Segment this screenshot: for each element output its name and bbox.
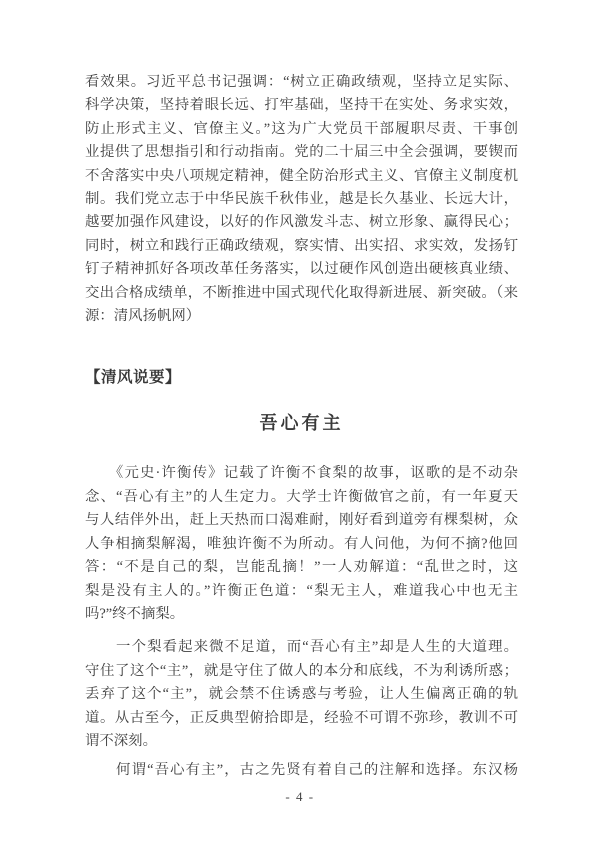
text-line: 道。从古至今，正反典型俯拾即是，经验不可谓不弥珍，教训不可 — [85, 709, 518, 726]
text-line: 吗?”终不摘梨。 — [85, 605, 185, 622]
text-line: 何谓“吾心有主”，古之先贤有着自己的注解和选择。东汉杨 — [85, 762, 518, 779]
text-line: 丢弃了这个“主”，就会禁不住诱惑与考验，让人生偏离正确的轨 — [85, 686, 518, 703]
paragraph-hewei — [85, 759, 518, 782]
text-line: 业提供了思想指引和行动指南。党的二十届三中全会强调，要锲而 — [85, 144, 518, 161]
text-line: 与人结伴外出，赶上天热而口渴难耐，刚好看到道旁有棵梨树，众 — [85, 512, 518, 529]
text-line: 科学决策，坚持着眼长远、打牢基础，坚持干在实处、务求实效， — [85, 97, 518, 114]
text-line: 《元史·许衡传》记载了许衡不食梨的故事，讴歌的是不动杂 — [85, 465, 518, 482]
section-heading: 【清风说要】 — [85, 369, 182, 387]
text-line: 同时，树立和践行正确政绩观，察实情、出实招、求实效，发扬钉 — [85, 237, 518, 254]
text-line: 念、“吾心有主”的人生定力。大学士许衡做官之前，有一年夏天 — [85, 488, 518, 505]
text-line: 不舍落实中央八项规定精神，健全防治形式主义、官僚主义制度机 — [85, 167, 518, 184]
text-line: 钉子精神抓好各项改革任务落实，以过硬作风创造出硬核真业绩、 — [85, 261, 518, 278]
page-number: - 4 - — [285, 789, 315, 804]
text-line: 防止形式主义、官僚主义。”这为广大党员干部履职尽责、干事创 — [85, 120, 518, 137]
text-line: 制。我们党立志于中华民族千秋伟业，越是长久基业、长远大计， — [85, 191, 518, 208]
text-line: 源：清风扬帆网） — [85, 308, 201, 325]
text-line: 梨是没有主人的。”许衡正色道：“梨无主人，难道我心中也无主 — [85, 582, 518, 599]
text-line: 越要加强作风建设，以好的作风激发斗志、树立形象、赢得民心； — [85, 214, 518, 231]
paragraph-xuheng-story — [85, 462, 518, 626]
text-line: 一个梨看起来微不足道，而“吾心有主”却是人生的大道理。 — [85, 639, 518, 656]
paragraph-commentary — [85, 636, 518, 753]
text-line: 谓不深刻。 — [85, 732, 157, 749]
text-line: 看效果。习近平总书记强调：“树立正确政绩观，坚持立足实际、 — [85, 74, 518, 90]
text-line: 人争相摘梨解渴，唯独许衡不为所动。有人问他，为何不摘?他回 — [85, 535, 518, 552]
text-line: 交出合格成绩单，不断推进中国式现代化取得新进展、新突破。（来 — [85, 284, 518, 301]
article-title: 吾心有主 — [259, 413, 344, 434]
text-line: 守住了这个“主”，就是守住了做人的本分和底线，不为利诱所惑； — [85, 662, 518, 679]
text-line: 答：“不是自己的梨，岂能乱摘！”一人劝解道：“乱世之时，这 — [85, 559, 518, 576]
paragraph-continued — [85, 71, 518, 328]
